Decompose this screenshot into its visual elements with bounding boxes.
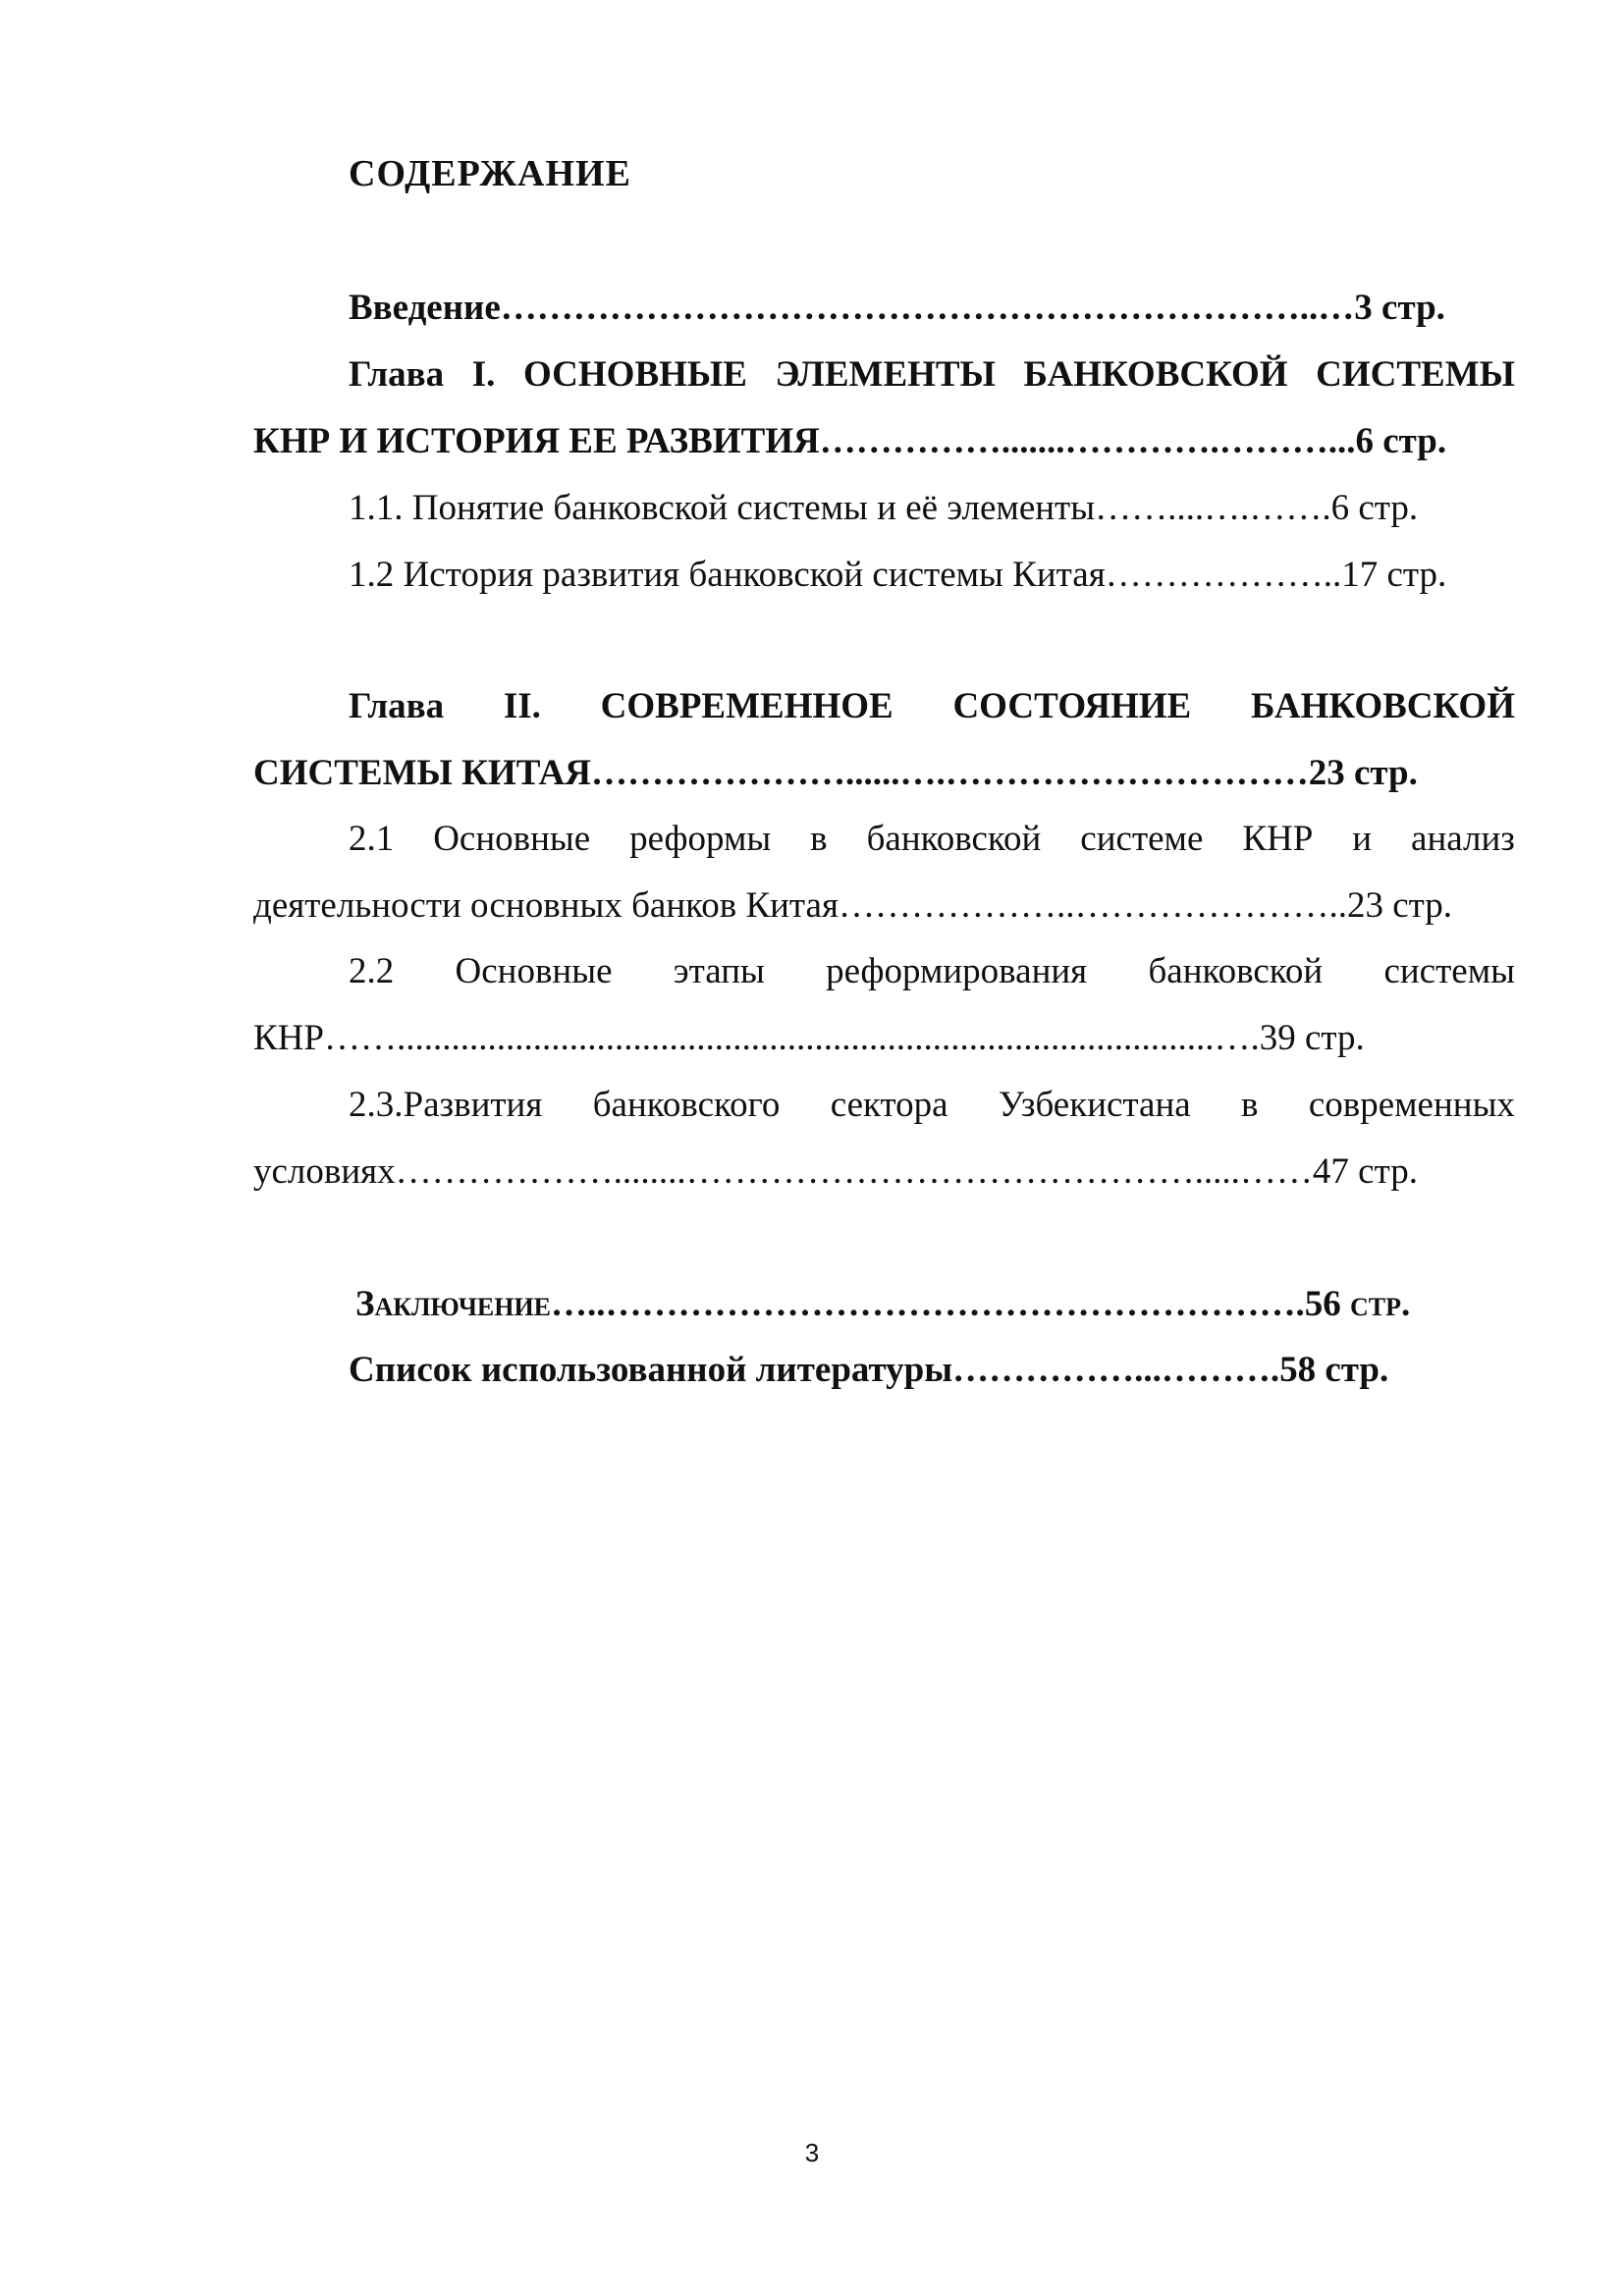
word: 2.2 xyxy=(349,951,395,991)
word: системы xyxy=(1383,951,1515,991)
word: I. xyxy=(471,354,496,395)
word: банковского xyxy=(592,1085,781,1125)
word: реформирования xyxy=(826,951,1088,991)
word: реформы xyxy=(629,819,772,859)
word: СОСТОЯНИЕ xyxy=(952,686,1192,726)
word: анализ xyxy=(1411,819,1515,859)
toc-entry-section-2-1-line-2: деятельности основных банков Китая………………..…………………..23 стр. xyxy=(253,885,1453,926)
word: КНР xyxy=(1242,819,1314,859)
page-number: 3 xyxy=(804,2138,820,2167)
word: ЭЛЕМЕНТЫ xyxy=(775,354,996,395)
word: в xyxy=(1241,1085,1259,1125)
word: II. xyxy=(503,686,541,726)
word: Узбекистана xyxy=(998,1085,1191,1125)
word: БАНКОВСКОЙ xyxy=(1023,354,1288,395)
toc-entry-section-1-2: 1.2 История развития банковской системы Китая………………..17 стр. xyxy=(349,555,1447,595)
word: БАНКОВСКОЙ xyxy=(1250,686,1515,726)
word: в xyxy=(810,819,828,859)
toc-entry-section-1-1: 1.1. Понятие банковской системы и её элементы……....….…….6 стр. xyxy=(349,488,1419,528)
word: банковской xyxy=(1148,951,1324,991)
toc-entry-section-2-2-line-1 xyxy=(349,950,1515,993)
toc-entry-chapter-1-line-1 xyxy=(349,353,1515,397)
word: банковской xyxy=(866,819,1042,859)
word: и xyxy=(1352,819,1373,859)
word: Глава xyxy=(349,686,445,726)
word: СОВРЕМЕННОЕ xyxy=(600,686,893,726)
toc-entry-section-2-3-line-1 xyxy=(349,1084,1515,1127)
toc-heading: СОДЕРЖАНИЕ xyxy=(349,153,631,194)
toc-entry-chapter-2-line-2: СИСТЕМЫ КИТАЯ…………………......….…………………………23 стр. xyxy=(253,753,1418,793)
toc-entry-intro: Введение…………………………………………………………..…3 стр. xyxy=(349,288,1445,328)
toc-entry-conclusion: Заключение…..………………………………………………….56 стр. xyxy=(355,1284,1411,1324)
word: Глава xyxy=(349,354,445,395)
toc-entry-section-2-2-line-2: КНР……..........................................................................................….39 стр. xyxy=(253,1018,1365,1058)
word: этапы xyxy=(673,951,765,991)
toc-entry-section-2-1-line-1 xyxy=(349,818,1515,861)
word: СИСТЕМЫ xyxy=(1316,354,1515,395)
word: Основные xyxy=(455,951,613,991)
toc-entry-chapter-2-line-1 xyxy=(349,685,1515,728)
word: Основные xyxy=(433,819,591,859)
toc-entry-references: Список использованной литературы……………...……….58 стр. xyxy=(349,1350,1389,1390)
word: современных xyxy=(1308,1085,1515,1125)
word: сектора xyxy=(830,1085,948,1125)
word: системе xyxy=(1080,819,1204,859)
word: 2.1 xyxy=(349,819,395,859)
word: 2.3.Развития xyxy=(349,1085,543,1125)
toc-entry-section-2-3-line-2: условиях………………........…………………………………….....……47 стр. xyxy=(253,1151,1418,1192)
word: ОСНОВНЫЕ xyxy=(522,354,747,395)
toc-entry-chapter-1-line-2: КНР И ИСТОРИЯ ЕЕ РАЗВИТИЯ…………….......………….………...6 стр. xyxy=(253,421,1447,461)
